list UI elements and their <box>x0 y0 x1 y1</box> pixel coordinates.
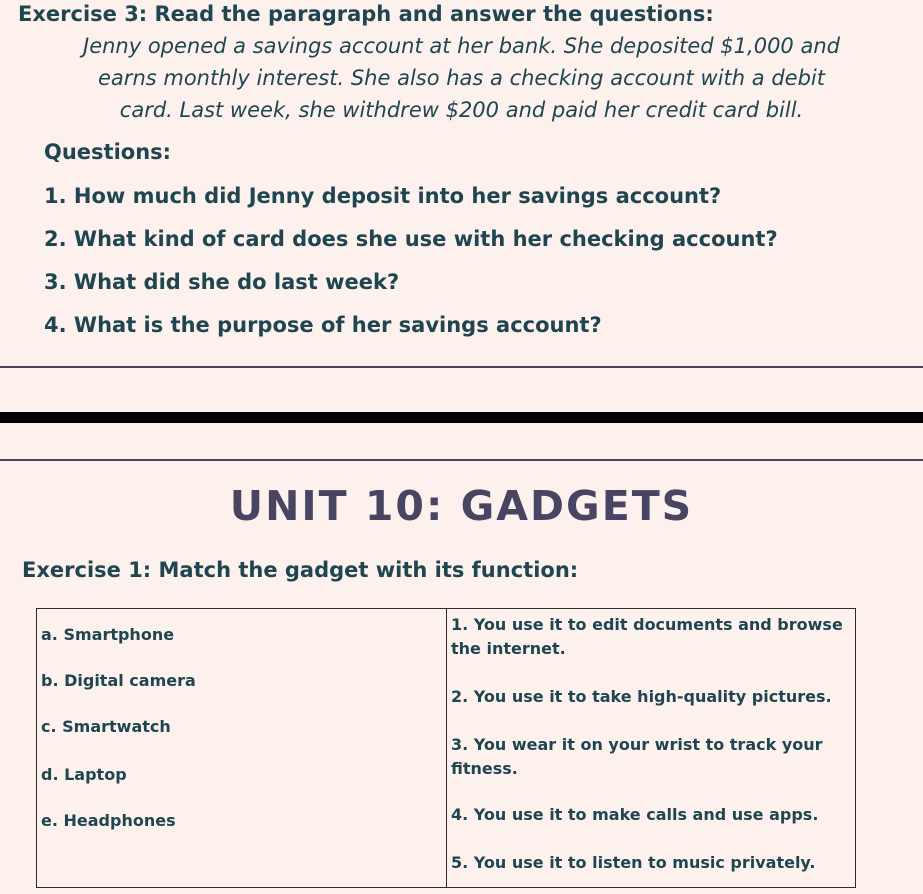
question-item: 3. What did she do last week? <box>44 270 400 294</box>
gadget-item: c. Smartwatch <box>41 717 171 736</box>
divider-line <box>0 459 923 461</box>
function-item: 4. You use it to make calls and use apps. <box>451 805 819 824</box>
gadget-item: a. Smartphone <box>41 625 175 644</box>
function-item: 2. You use it to take high-quality pictures. <box>451 687 832 706</box>
page-break-bar <box>0 412 923 423</box>
reading-paragraph <box>20 30 903 126</box>
exercise1-title: Exercise 1: Match the gadget with its function: <box>22 558 579 582</box>
paragraph-line: card. Last week, she withdrew $200 and paid her credit card bill. <box>119 98 804 122</box>
function-item: 5. You use it to listen to music privately. <box>451 853 816 872</box>
divider-line <box>0 366 923 368</box>
question-item: 4. What is the purpose of her savings account? <box>44 313 602 337</box>
matching-table <box>36 608 856 888</box>
unit-title: UNIT 10: GADGETS <box>229 482 694 530</box>
gadget-item: d. Laptop <box>41 765 127 784</box>
questions-heading: Questions: <box>44 140 172 164</box>
function-item: 1. You use it to edit documents and browse the internet. <box>451 615 843 658</box>
question-item: 2. What kind of card does she use with her checking account? <box>44 227 778 251</box>
column-divider <box>446 609 447 887</box>
paragraph-line: Jenny opened a savings account at her bank. She deposited $1,000 and <box>83 34 840 58</box>
gadget-item: e. Headphones <box>41 811 176 830</box>
paragraph-line: earns monthly interest. She also has a checking account with a debit <box>98 66 825 90</box>
function-item: 3. You wear it on your wrist to track your fitness. <box>451 735 823 778</box>
gadget-item: b. Digital camera <box>41 671 196 690</box>
question-item: 1. How much did Jenny deposit into her savings account? <box>44 184 722 208</box>
exercise3-title: Exercise 3: Read the paragraph and answer the questions: <box>18 2 714 26</box>
